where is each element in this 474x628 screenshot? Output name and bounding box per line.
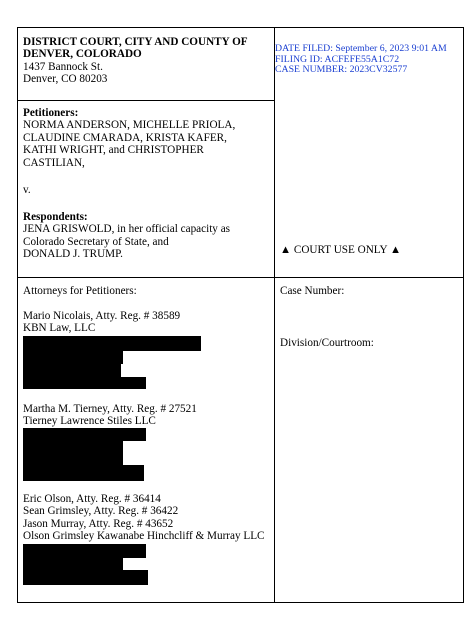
attorney-line: Mario Nicolais, Atty. Reg. # 38589 (23, 310, 181, 322)
filing-stamp (275, 44, 447, 76)
attorney-firm: KBN Law, LLC (23, 322, 96, 335)
redaction-bar (23, 364, 121, 377)
redaction-bar (23, 441, 123, 453)
attorney-firm: Olson Grimsley Kawanabe Hinchcliff & Murray LLC (23, 530, 265, 543)
petitioners-line: NORMA ANDERSON, MICHELLE PRIOLA, (23, 119, 236, 132)
attorney-group-2 (23, 403, 197, 428)
court-block (23, 36, 248, 86)
court-name-line2: DENVER, COLORADO (23, 48, 142, 61)
filing-id: FILING ID: ACFEFE55A1C72 (275, 53, 400, 65)
case-number-label: Case Number: (280, 285, 345, 297)
date-filed: DATE FILED: September 6, 2023 9:01 AM (275, 43, 447, 54)
respondents-line: DONALD J. TRUMP. (23, 248, 123, 261)
court-address-line1: 1437 Bannock St. (23, 60, 103, 73)
attorney-firm: Tierney Lawrence Stiles LLC (23, 415, 156, 428)
attorney-line: Jason Murray, Atty. Reg. # 43652 (23, 517, 174, 530)
attorneys-heading: Attorneys for Petitioners: (23, 285, 137, 297)
attorney-group-1 (23, 310, 180, 335)
court-address-line2: Denver, CO 80203 (23, 73, 108, 86)
redaction-bar (23, 428, 146, 441)
court-name-line1: DISTRICT COURT, CITY AND COUNTY OF (23, 36, 248, 48)
petitioners-line: CLAUDINE CMARADA, KRISTA KAFER, (23, 131, 227, 144)
attorney-line: Sean Grimsley, Atty. Reg. # 36422 (23, 505, 179, 518)
petitioners-line: CASTILIAN, (23, 156, 85, 169)
case-number-stamp: CASE NUMBER: 2023CV32577 (275, 64, 408, 76)
attorney-line: Eric Olson, Atty. Reg. # 36414 (23, 493, 161, 505)
respondents-block (23, 211, 230, 261)
redaction-bar (23, 336, 201, 351)
caption-divider (18, 277, 463, 278)
redaction-bar (23, 558, 123, 570)
versus-separator: v. (23, 184, 31, 196)
redaction-bar (23, 544, 146, 558)
redaction-bar (23, 570, 148, 585)
division-courtroom-label: Division/Courtroom: (280, 337, 374, 349)
court-divider (18, 100, 274, 101)
redaction-bar (23, 377, 146, 389)
petitioners-heading: Petitioners: (23, 107, 79, 119)
respondents-heading: Respondents: (23, 211, 88, 223)
redaction-bar (23, 465, 144, 481)
petitioners-line: KATHI WRIGHT, and CHRISTOPHER (23, 144, 204, 157)
attorney-line: Martha M. Tierney, Atty. Reg. # 27521 (23, 403, 197, 415)
court-use-only: ▲ COURT USE ONLY ▲ (280, 244, 402, 256)
attorney-group-3 (23, 493, 265, 543)
redaction-bar (23, 351, 123, 364)
respondents-line: JENA GRISWOLD, in her official capacity as (23, 223, 231, 236)
column-divider (274, 28, 275, 602)
redaction-bar (23, 453, 123, 465)
caption-box (17, 27, 464, 603)
respondents-line: Colorado Secretary of State, and (23, 235, 169, 248)
petitioners-block (23, 107, 235, 169)
